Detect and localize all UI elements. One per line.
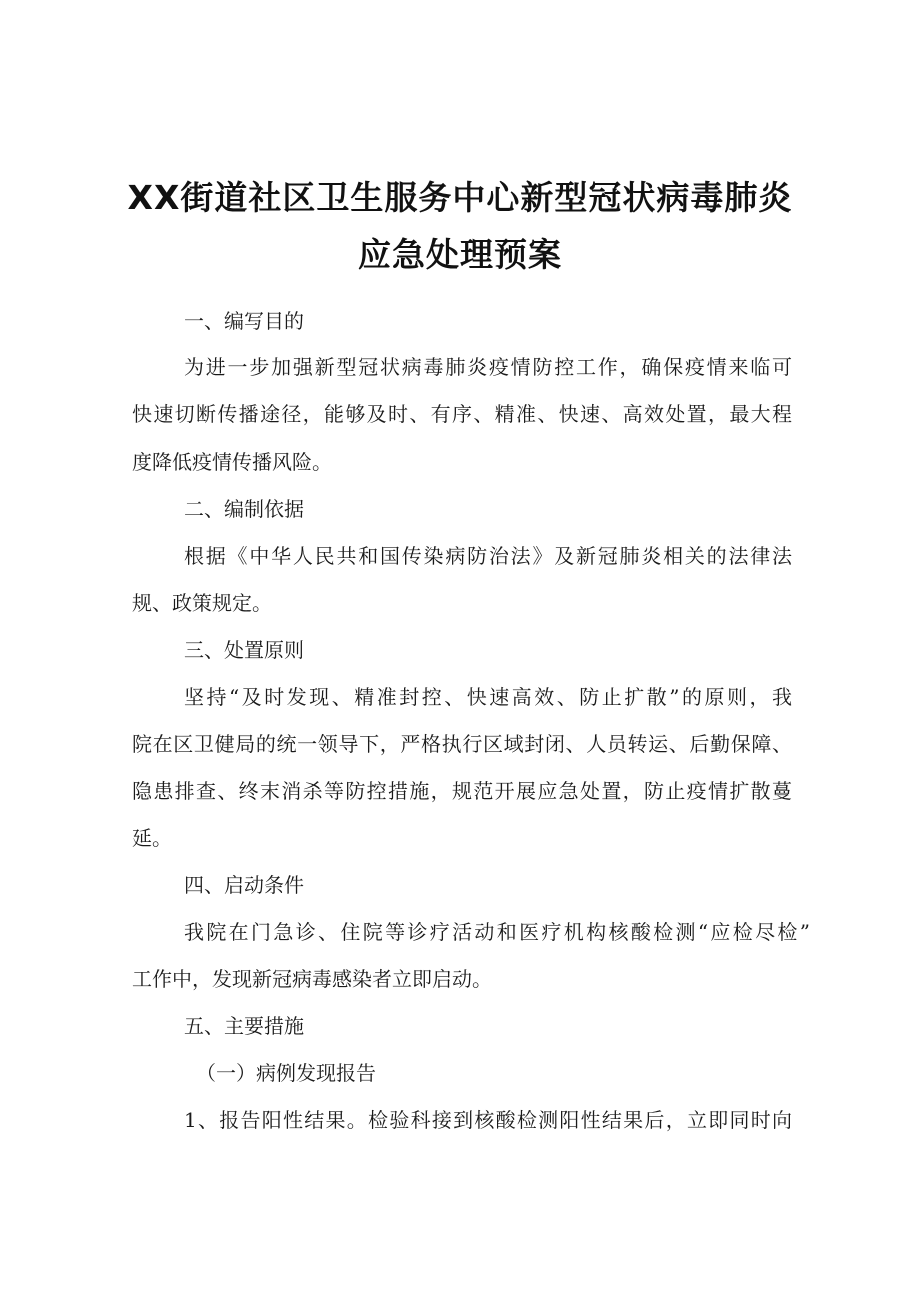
paragraph-line: 我院在门急诊、住院等诊疗活动和医疗机构核酸检测“应检尽检” [184,920,810,944]
section-heading-principles: 三、处置原则 [184,638,304,662]
paragraph-line: 快速切断传播途径，能够及时、有序、精准、快速、高效处置，最大程 [132,402,792,426]
section-heading-purpose: 一、编写目的 [184,309,304,333]
paragraph-line: 规、政策规定。 [132,591,272,615]
paragraph-line: 工作中，发现新冠病毒感染者立即启动。 [132,967,492,991]
paragraph-line: 延。 [132,826,172,850]
subsection-heading-case-report: （一）病例发现报告 [196,1061,376,1085]
paragraph-line: 隐患排查、终末消杀等防控措施，规范开展应急处置，防止疫情扩散蔓 [132,779,792,803]
section-heading-measures: 五、主要措施 [184,1014,304,1038]
paragraph-line: 为进一步加强新型冠状病毒肺炎疫情防控工作，确保疫情来临可 [184,355,792,379]
paragraph-line: 1、报告阳性结果。检验科接到核酸检测阳性结果后，立即同时向 [184,1108,792,1132]
paragraph-line: 根据《中华人民共和国传染病防治法》及新冠肺炎相关的法律法 [184,544,792,568]
paragraph-line: 院在区卫健局的统一领导下，严格执行区域封闭、人员转运、后勤保障、 [132,732,792,756]
section-heading-conditions: 四、启动条件 [184,873,304,897]
paragraph-line: 坚持“及时发现、精准封控、快速高效、防止扩散”的原则，我 [184,685,792,709]
section-heading-basis: 二、编制依据 [184,497,304,521]
paragraph-line: 度降低疫情传播风险。 [132,450,332,474]
document-title-line-1: XX街道社区卫生服务中心新型冠状病毒肺炎 [127,178,793,217]
document-title-line-2: 应急处理预案 [358,235,562,274]
